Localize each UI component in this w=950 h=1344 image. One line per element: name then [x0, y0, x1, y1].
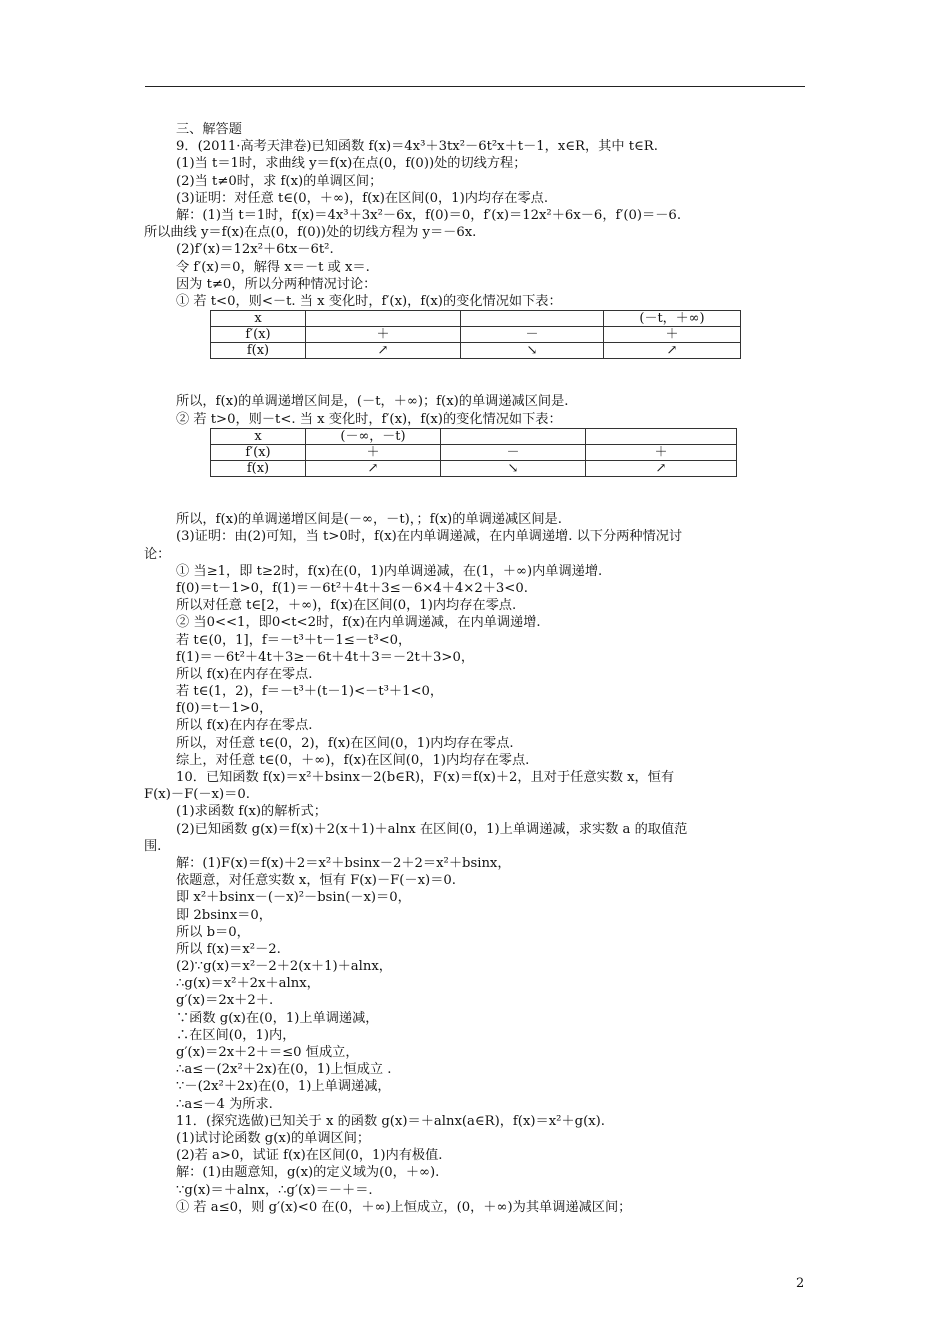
- table-cell: ↘: [441, 460, 586, 476]
- wrapped-line: 论：: [144, 546, 171, 562]
- table-cell: (－t，＋∞): [604, 311, 741, 327]
- text-line: 所以，f(x)的单调递增区间是(－∞，－t)，；f(x)的单调递减区间是.: [176, 512, 562, 528]
- table-cell: f′(x): [211, 444, 306, 460]
- text-line: 若 t∈(1，2)，f＝－t³＋(t－1)<－t³＋1<0，: [176, 684, 444, 700]
- problem-9-part2-block: [176, 241, 808, 310]
- text-line: 即 2bsinx＝0，: [176, 907, 272, 923]
- text-line: f(1)＝－6t²＋4t＋3≥－6t＋4t＋3＝－2t＋3>0，: [176, 649, 475, 665]
- table-cell: ＋: [306, 444, 441, 460]
- text-line: 所以 b＝0，: [176, 924, 250, 940]
- text-line: f(0)＝t－1>0，f(1)＝－6t²＋4t＋3≤－6×4＋4×2＋3<0.: [176, 580, 528, 596]
- text-line: 若 t∈(0，1]，f＝－t³＋t－1≤－t³<0，: [176, 632, 412, 648]
- problem-9-case2-block: [176, 393, 808, 427]
- document-body: [144, 121, 808, 1216]
- text-line: 解：(1)由题意知，g(x)的定义域为(0，＋∞).: [176, 1165, 440, 1181]
- text-line: ② 若 t>0，则－t<. 当 x 变化时，f′(x)，f(x)的变化情况如下表：: [176, 411, 562, 427]
- text-line: (1)求函数 f(x)的解析式；: [176, 804, 327, 820]
- text-line: 所以对任意 t∈[2，＋∞)，f(x)在区间(0，1)内均存在零点.: [176, 598, 517, 614]
- table-row: [211, 444, 737, 460]
- page-number: 2: [796, 1276, 805, 1291]
- text-line: 所以 f(x)在内存在零点.: [176, 718, 313, 734]
- problem-9-part3-intro: [176, 511, 808, 545]
- text-line: ∵－(2x²＋2x)在(0，1)上单调递减，: [176, 1079, 391, 1095]
- text-line: ∴g(x)＝x²＋2x＋alnx，: [176, 976, 320, 992]
- wrapped-line: 围.: [144, 838, 162, 854]
- table-cell: (－∞，－t): [306, 428, 441, 444]
- table-cell: [441, 428, 586, 444]
- table-row: [211, 460, 737, 476]
- text-line: 10．已知函数 f(x)＝x²＋bsinx－2(b∈R)，F(x)＝f(x)＋2，且对于任意实数 x，恒有: [176, 770, 675, 785]
- table-cell: ↗: [586, 460, 737, 476]
- table-cell: －: [441, 444, 586, 460]
- text-line: 解：(1)F(x)＝f(x)＋2＝x²＋bsinx－2＋2＝x²＋bsinx，: [176, 855, 511, 871]
- problem-10-questions: [176, 803, 808, 837]
- variation-table-1: [210, 310, 741, 359]
- text-line: (2)f′(x)＝12x²＋6tx－6t².: [176, 242, 334, 258]
- table-cell: [461, 311, 604, 327]
- table-cell: f(x): [211, 343, 306, 359]
- problem-9-block: [176, 121, 808, 224]
- text-line: 三、解答题: [176, 122, 242, 137]
- text-line: ① 当≥1，即 t≥2时，f(x)在(0，1)内单调递减，在(1，＋∞)内单调递增.: [176, 563, 603, 579]
- table-cell: [586, 428, 737, 444]
- text-line: 令 f′(x)＝0，解得 x＝－t 或 x＝.: [176, 259, 370, 275]
- text-line: 所以，f(x)的单调递增区间是，(－t，＋∞)；f(x)的单调递减区间是.: [176, 394, 569, 410]
- table-cell: －: [461, 327, 604, 343]
- text-line: ① 若 t<0，则<－t. 当 x 变化时，f′(x)，f(x)的变化情况如下表：: [176, 293, 562, 309]
- table-cell: f′(x): [211, 327, 306, 343]
- table-cell: [306, 311, 461, 327]
- text-line: f(0)＝t－1>0，: [176, 701, 273, 717]
- text-line: g′(x)＝2x＋2＋.: [176, 993, 274, 1009]
- text-line: g′(x)＝2x＋2＋＝≤0 恒成立，: [176, 1045, 359, 1060]
- text-line: ∴a≤－(2x²＋2x)在(0，1)上恒成立 .: [176, 1062, 392, 1078]
- variation-table-2: [210, 428, 737, 477]
- text-line: 因为 t≠0，所以分两种情况讨论：: [176, 276, 377, 292]
- text-line: ∴在区间(0，1)内，: [176, 1027, 296, 1043]
- problem-9-part3-block: [176, 563, 808, 786]
- table-cell: ↗: [604, 343, 741, 359]
- text-line: 所以 f(x)在内存在零点.: [176, 666, 313, 682]
- text-line: 9．(2011·高考天津卷)已知函数 f(x)＝4x³＋3tx²－6t²x＋t－1，x∈R，其中 t∈R.: [176, 139, 658, 155]
- table-cell: ↗: [306, 460, 441, 476]
- text-line: ② 当0<<1，即0<t<2时，f(x)在内单调递减，在内单调递增.: [176, 615, 541, 631]
- table-cell: ＋: [604, 327, 741, 343]
- text-line: (2)当 t≠0时，求 f(x)的单调区间；: [176, 173, 383, 189]
- table-cell: x: [211, 428, 306, 444]
- text-line: (2)若 a>0，试证 f(x)在区间(0，1)内有极值.: [176, 1148, 443, 1164]
- wrapped-line: 所以曲线 y＝f(x)在点(0，f(0))处的切线方程为 y＝－6x.: [144, 225, 477, 241]
- text-line: 所以 f(x)＝x²－2.: [176, 941, 281, 957]
- table-row: [211, 311, 741, 327]
- text-line: 综上，对任意 t∈(0，＋∞)，f(x)在区间(0，1)内均存在零点.: [176, 752, 530, 768]
- table-cell: x: [211, 311, 306, 327]
- text-line: ∴a≤－4 为所求.: [176, 1096, 273, 1112]
- table-row: [211, 327, 741, 343]
- text-line: (3)证明：对任意 t∈(0，＋∞)，f(x)在区间(0，1)内均存在零点.: [176, 190, 549, 206]
- table-row: [211, 428, 737, 444]
- text-line: (2)∵g(x)＝x²－2＋2(x＋1)＋alnx，: [176, 959, 392, 975]
- text-line: (2)已知函数 g(x)＝f(x)＋2(x＋1)＋alnx 在区间(0，1)上单调递减，求实数 a 的取值范: [176, 821, 688, 837]
- text-line: 解：(1)当 t＝1时，f(x)＝4x³＋3x²－6x，f(0)＝0，f′(x)＝12x²＋6x－6，f′(0)＝－6.: [176, 207, 682, 223]
- table-cell: ＋: [306, 327, 461, 343]
- text-line: (1)试讨论函数 g(x)的单调区间；: [176, 1130, 371, 1146]
- text-line: 即 x²＋bsinx－(－x)²－bsin(－x)＝0，: [176, 890, 411, 906]
- text-line: 所以，对任意 t∈(0，2)，f(x)在区间(0，1)内均存在零点.: [176, 735, 514, 751]
- header-rule: [145, 86, 805, 87]
- table-cell: f(x): [211, 460, 306, 476]
- table-cell: ↘: [461, 343, 604, 359]
- text-line: ① 若 a≤0，则 g′(x)<0 在(0，＋∞)上恒成立，(0，＋∞)为其单调递减区间；: [176, 1199, 632, 1215]
- problem-10-11-solution: [176, 855, 808, 1216]
- text-line: 依题意，对任意实数 x，恒有 F(x)－F(－x)＝0.: [176, 873, 456, 889]
- text-line: ∵函数 g(x)在(0，1)上单调递减，: [176, 1010, 379, 1026]
- wrapped-line: F(x)－F(－x)＝0.: [144, 787, 250, 803]
- text-line: ∵g(x)＝＋alnx，∴g′(x)＝－＋＝.: [176, 1182, 373, 1198]
- table-cell: ↗: [306, 343, 461, 359]
- text-line: (3)证明：由(2)可知，当 t>0时，f(x)在内单调递减，在内单调递增. 以下分两种情况讨: [176, 529, 683, 545]
- table-row: [211, 343, 741, 359]
- table-cell: ＋: [586, 444, 737, 460]
- text-line: 11．(探究选做)已知关于 x 的函数 g(x)＝＋alnx(a∈R)，f(x)＝x²＋g(x).: [176, 1113, 605, 1129]
- text-line: (1)当 t＝1时，求曲线 y＝f(x)在点(0，f(0))处的切线方程；: [176, 156, 527, 172]
